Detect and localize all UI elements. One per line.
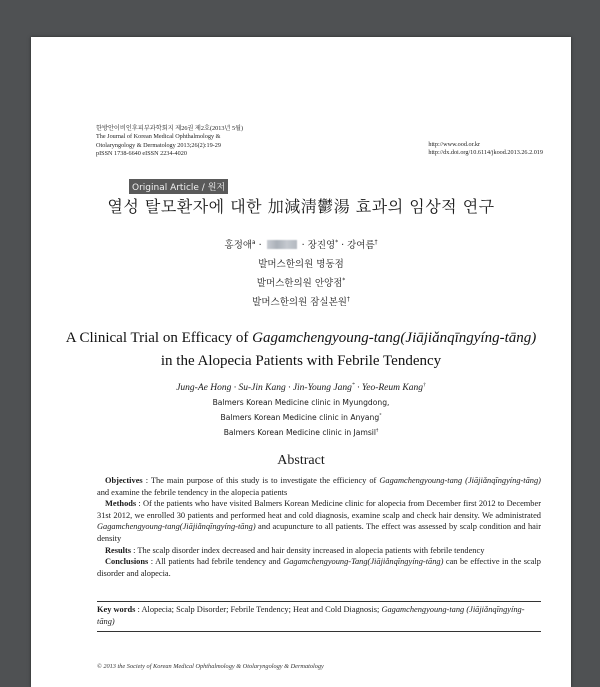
journal-header-line: pISSN 1738-6640 eISSN 2234-4020 [96, 150, 187, 158]
korean-authors: 홍정애$^a$ · · 장진영* · 강여름† [224, 239, 378, 251]
english-affiliation: Balmers Korean Medicine clinic in Anyang* [220, 413, 382, 422]
journal-header-line: The Journal of Korean Medical Ophthalmology & [96, 133, 221, 141]
journal-header-line: Otolaryngology & Dermatology 2013;26(2):19-29 [96, 141, 221, 149]
keywords: Key words : Alopecia; Scalp Disorder; Febrile Tendency; Heat and Cold Diagnosis; Gagamchengyoung-tang (Jiājiǎnqīngyíng-tāng) [97, 605, 525, 626]
abstract-conclusions: Conclusions : All patients had febrile tendency and Gagamchengyoung-Tang(Jiājiǎnqīngyíng-tāng) can be effective in the scalp disorder and alopecia. [97, 557, 541, 578]
korean-affiliation: 발머스한의원 명동점 [258, 259, 344, 270]
korean-author: 홍정애 [224, 240, 253, 251]
journal-header-line: 한방안이비인후피부과학회지 제26권 제2호(2013년 5월) [96, 125, 244, 132]
keywords-bottom-rule [97, 631, 541, 632]
english-title: A Clinical Trial on Efficacy of Gagamchengyoung-tang(Jiājiǎnqīngyíng-tāng) in the Alopecia Patients with Febrile Tendency [65, 330, 537, 369]
copyright-footer: © 2013 the Society of Korean Medical Ophthalmology & Otolaryngology & Dermatology [97, 663, 324, 670]
english-affiliation: Balmers Korean Medicine clinic in Myungdong, [212, 398, 390, 407]
redacted-author-name [267, 240, 297, 249]
abstract-heading: Abstract [277, 453, 325, 468]
english-affiliation: Balmers Korean Medicine clinic in Jamsil† [223, 428, 379, 437]
korean-title: 열성 탈모환자에 대한 加減淸鬱湯 효과의 임상적 연구 [107, 197, 495, 216]
korean-author: 강여름 [347, 240, 375, 251]
english-authors: Jung-Ae Hong · Su-Jin Kang · Jin-Young Jang* · Yeo-Reum Kang† [176, 382, 426, 394]
journal-doi[interactable]: http://dx.doi.org/10.6114/jkood.2013.26.2.019 [428, 149, 543, 157]
paper-page [31, 37, 571, 687]
korean-author: 장진영 [307, 240, 336, 251]
journal-url[interactable]: http://www.ood.or.kr [428, 141, 481, 148]
korean-affiliation: 발머스한의원 잠실본원† [252, 296, 350, 308]
abstract-body [97, 475, 541, 579]
keywords-top-rule [97, 601, 541, 602]
korean-affiliation: 발머스한의원 안양점* [256, 277, 346, 289]
abstract-results: Results : The scalp disorder index decreased and hair density increased in alopecia patients with febrile tendency [105, 545, 485, 555]
journal-header-left [96, 125, 243, 159]
abstract-methods: Methods : Of the patients who have visited Balmers Korean Medicine clinic for alopecia from December first 2012 to December 31st 2012, we enrolled 30 patients and performed heat and cold diagnosis, examine scalp and check hair density. We administrated Gagamchengyoung-tang(Jiājiǎnqīngyíng-tāng) and acupuncture to all patients. The effect was assessed by scalp condition and hair density [97, 499, 541, 543]
abstract-objectives: Objectives : The main purpose of this study is to investigate the efficiency of Gagamchengyoung-tang (Jiājiǎnqīngyíng-tāng) and examine the febrile tendency in the alopecia patients [97, 476, 541, 497]
article-type-badge: Original Article / 원저 [129, 179, 228, 194]
journal-header-right [428, 141, 543, 158]
